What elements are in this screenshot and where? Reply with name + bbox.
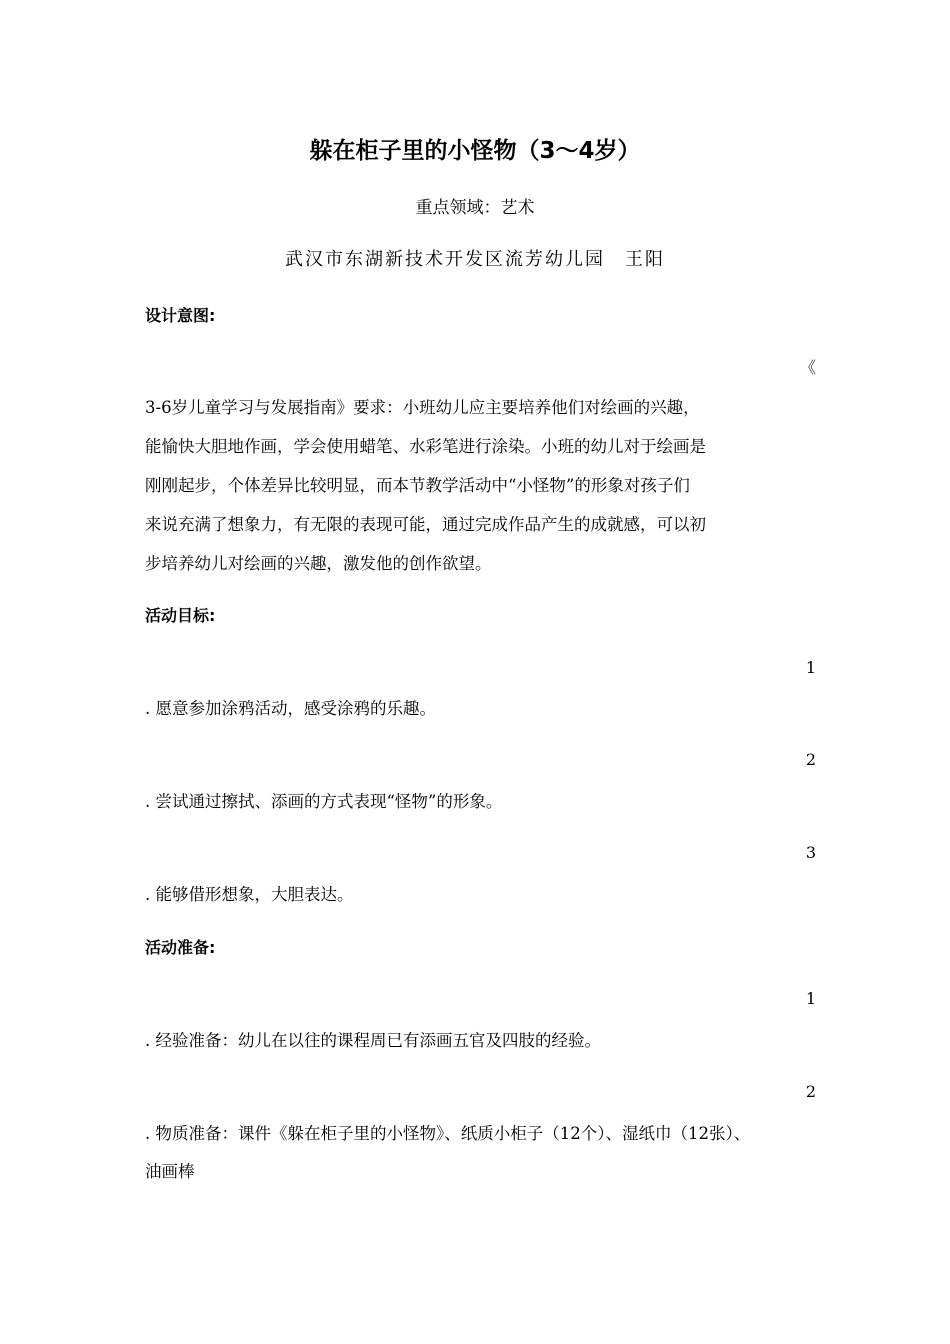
goal-number: 2 <box>805 750 816 769</box>
goal-number: 1 <box>805 658 816 677</box>
paragraph-line: 来说充满了想象力，有无限的表现可能，通过完成作品产生的成就感，可以初 <box>145 515 706 534</box>
goal-item: . 尝试通过擦拭、添画的方式表现“怪物”的形象。 <box>145 792 503 811</box>
prep-number: 1 <box>805 989 816 1008</box>
design-intent-heading: 设计意图: <box>145 306 216 325</box>
design-intent-quote-mark: 《 <box>799 358 816 377</box>
paragraph-line: 步培养幼儿对绘画的兴趣，激发他的创作欲望。 <box>145 554 492 573</box>
prep-item: . 经验准备：幼儿在以往的课程周已有添画五官及四肢的经验。 <box>145 1031 601 1050</box>
paragraph-line: 能愉快大胆地作画，学会使用蜡笔、水彩笔进行涂染。小班的幼儿对于绘画是 <box>145 437 706 456</box>
goal-item: . 愿意参加涂鸦活动，感受涂鸦的乐趣。 <box>145 699 436 718</box>
focus-domain-line: 重点领域：艺术 <box>415 198 535 218</box>
paragraph-line: 3-6岁儿童学习与发展指南》要求：小班幼儿应主要培养他们对绘画的兴趣， <box>145 398 700 417</box>
prep-item: . 物质准备：课件《躲在柜子里的小怪物》、纸质小柜子（12个）、湿纸巾（12张）、 <box>145 1124 751 1143</box>
goals-heading: 活动目标: <box>145 606 216 625</box>
goal-number: 3 <box>805 843 816 862</box>
preparation-heading: 活动准备: <box>145 938 216 957</box>
document-title: 躲在柜子里的小怪物（3～4岁） <box>309 138 641 164</box>
prep-number: 2 <box>805 1082 816 1101</box>
paragraph-line: 刚刚起步，个体差异比较明显，而本节教学活动中“小怪物”的形象对孩子们 <box>145 476 690 495</box>
prep-item-continuation: 油画棒 <box>145 1162 195 1181</box>
design-intent-paragraph <box>145 388 810 583</box>
goal-item: . 能够借形想象，大胆表达。 <box>145 885 354 904</box>
author-line: 武汉市东湖新技术开发区流芳幼儿园 王阳 <box>285 249 665 270</box>
